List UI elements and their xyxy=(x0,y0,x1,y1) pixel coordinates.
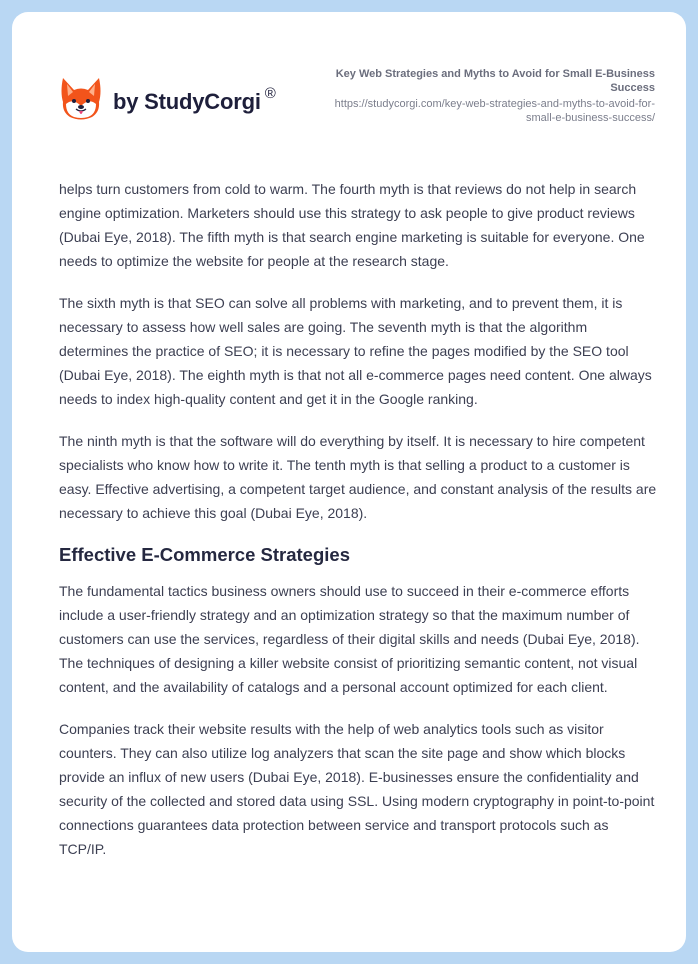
paragraph: The sixth myth is that SEO can solve all problems with marketing, and to prevent them, it is necessary to assess how well sales are going. The seventh myth is that the algorithm determines the practice of SEO; it is necessary to refine the pages modified by the SEO tool (Dubai Eye, 2018). The eighth myth is that not all e-commerce pages need content. One always needs to index high-quality content and get it in the Google ranking. xyxy=(59,295,652,407)
studycorgi-logo[interactable] xyxy=(60,76,276,120)
document-card xyxy=(12,12,686,952)
section-heading: Effective E-Commerce Strategies xyxy=(59,544,350,565)
paragraph: The ninth myth is that the software will do everything by itself. It is necessary to hire competent specialists who know how to write it. The tenth myth is that selling a product to a customer is easy. Effective advertising, a competent target audience, and constant analysis of the results are necessary to achieve this goal (Dubai Eye, 2018). xyxy=(59,433,657,521)
document-meta xyxy=(315,67,655,125)
paragraph: Companies track their website results with the help of web analytics tools such as visitor counters. They can also utilize log analyzers that scan the site page and show which blocks provide an influx of new users (Dubai Eye, 2018). E-businesses ensure the confidentiality and security of the collected and stored data using SSL. Using modern cryptography in point-to-point connections guarantees data protection between service and transport protocols such as TCP/IP. xyxy=(59,721,655,857)
brand-name xyxy=(113,85,276,115)
article-body xyxy=(59,177,659,879)
paragraph: helps turn customers from cold to warm. The fourth myth is that reviews do not help in search engine optimization. Marketers should use this strategy to ask people to give product reviews (Dubai Eye, 2018). The fifth myth is that search engine marketing is suitable for everyone. One needs to optimize the website for people at the research stage. xyxy=(59,181,645,269)
document-url[interactable]: https://studycorgi.com/key-web-strategies-and-myths-to-avoid-for-small-e-business-success/ xyxy=(334,98,655,124)
page-header xyxy=(12,12,686,152)
document-title: Key Web Strategies and Myths to Avoid for Small E-Business Success xyxy=(335,68,655,94)
corgi-logo-icon xyxy=(60,76,102,120)
paragraph: The fundamental tactics business owners should use to succeed in their e-commerce efforts include a user-friendly strategy and an optimization strategy so that the maximum number of customers can use the services, regardless of their digital skills and needs (Dubai Eye, 2018). The techniques of designing a killer website consist of prioritizing semantic content, not visual content, and the availability of catalogs and a personal account optimized for each client. xyxy=(59,583,640,695)
registered-mark: ® xyxy=(264,85,276,102)
brand-name-text: by StudyCorgi xyxy=(113,89,261,114)
